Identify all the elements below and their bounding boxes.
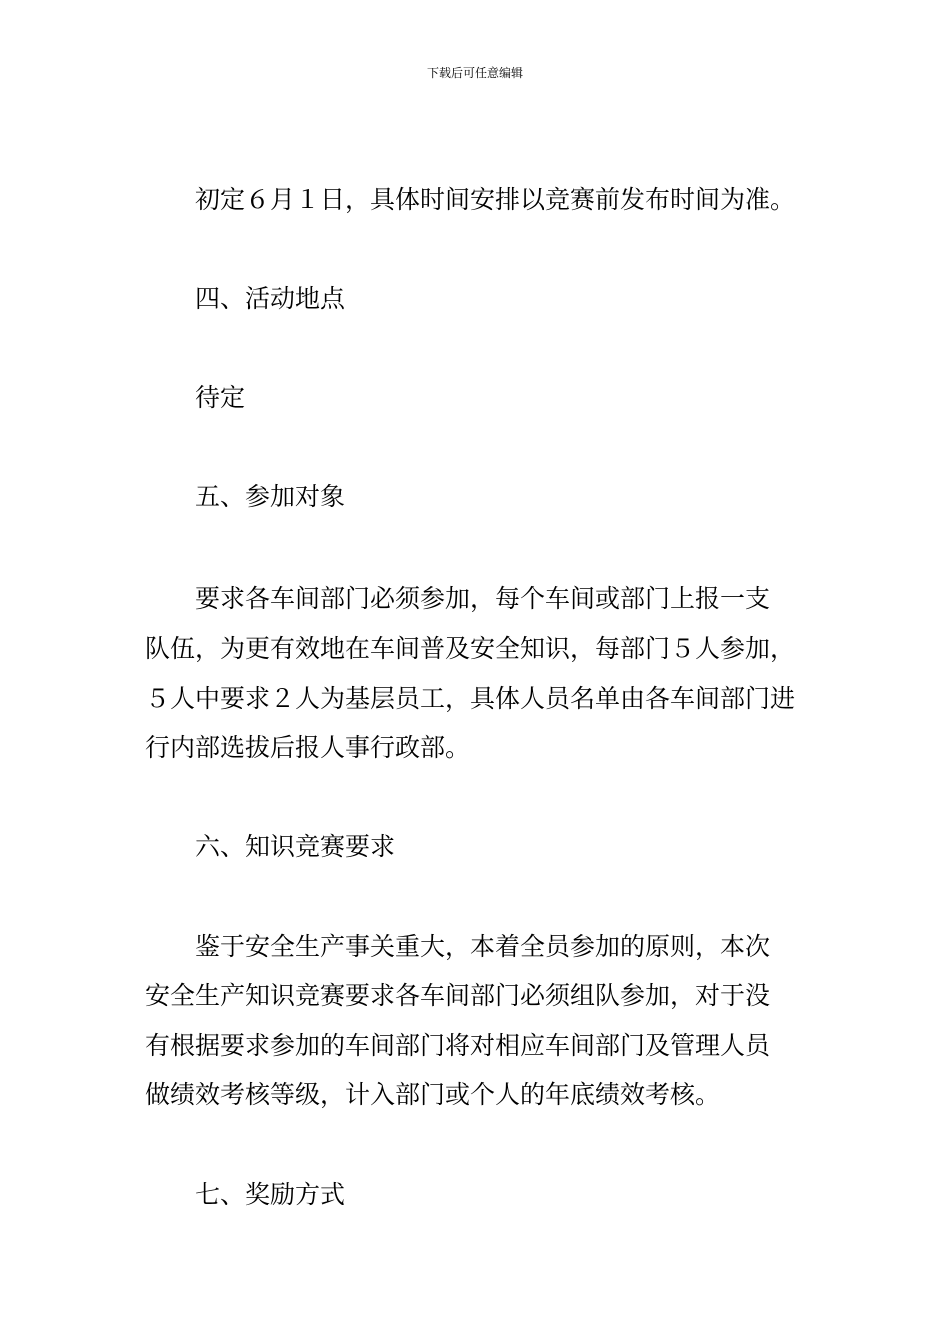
section-6-line: 做绩效考核等级，计入部门或个人的年底绩效考核。 [145, 1080, 721, 1109]
section-5-heading: 五、参加对象 [195, 482, 346, 511]
section-6-heading: 六、知识竞赛要求 [195, 832, 396, 861]
section-6-line: 有根据要求参加的车间部门将对相应车间部门及管理人员 [145, 1031, 771, 1060]
section-7-heading: 七、奖励方式 [195, 1180, 346, 1209]
section-4-heading: 四、活动地点 [195, 284, 346, 313]
section-5-line: ５人中要求２人为基层员工，具体人员名单由各车间部门进 [145, 684, 796, 713]
section-5-line: 行内部选拔后报人事行政部。 [145, 733, 471, 762]
section-5-line: 要求各车间部门必须参加，每个车间或部门上报一支 [195, 584, 771, 613]
section-6-line: 安全生产知识竞赛要求各车间部门必须组队参加，对于没 [145, 981, 771, 1010]
section-4-text: 待定 [195, 383, 246, 412]
section-5-line: 队伍，为更有效地在车间普及安全知识，每部门５人参加， [145, 634, 796, 663]
time-paragraph: 初定６月１日，具体时间安排以竞赛前发布时间为准。 [195, 185, 796, 214]
section-6-line: 鉴于安全生产事关重大，本着全员参加的原则，本次 [195, 932, 771, 961]
page-header: 下载后可任意编辑 [426, 66, 523, 80]
